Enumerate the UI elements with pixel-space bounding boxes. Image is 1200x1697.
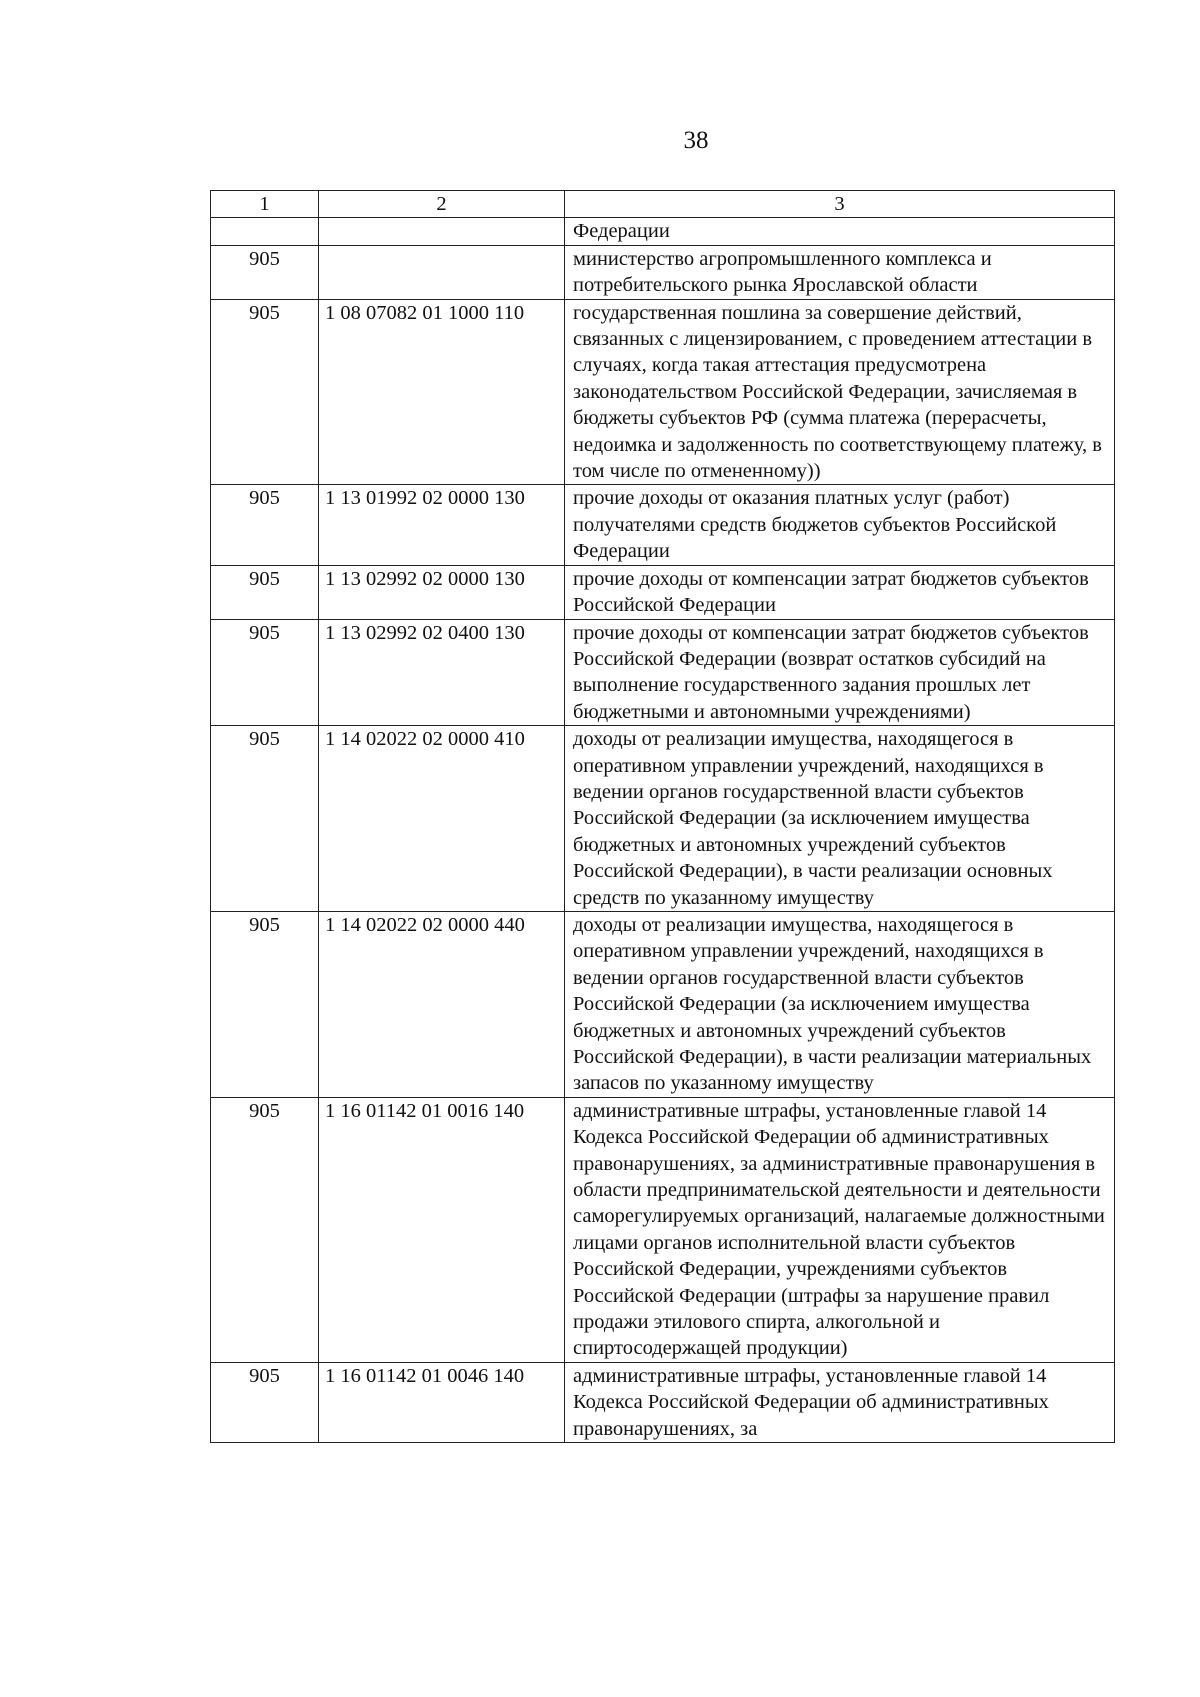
description-cell: административные штрафы, установленные главой 14 Кодекса Российской Федерации об административных правонарушениях, за административные правонарушения в области предпринимательской деятельности и деятельности саморегулируемых организаций, налагаемые должностными лицами органов исполнительной власти субъектов Российской Федерации, учреждениями субъектов Российской Федерации (штрафы за нарушение правил продажи этилового спирта, алкогольной и спиртосодержащей продукции) (565, 1097, 1115, 1362)
admin-code-cell: 905 (211, 911, 319, 1097)
description-cell: административные штрафы, установленные главой 14 Кодекса Российской Федерации об административных правонарушениях, за (565, 1362, 1115, 1442)
admin-code-cell: 905 (211, 245, 319, 299)
budget-code-cell: 1 16 01142 01 0046 140 (319, 1362, 565, 1442)
budget-revenue-table (210, 190, 1115, 1443)
budget-code-cell: 1 13 02992 02 0000 130 (319, 565, 565, 619)
table-row (211, 1097, 1115, 1362)
admin-code-cell (211, 218, 319, 245)
table-row (211, 619, 1115, 726)
table-row (211, 911, 1115, 1097)
description-cell: доходы от реализации имущества, находящегося в оперативном управлении учреждений, находящихся в ведении органов государственной власти субъектов Российской Федерации (за исключением имущества бюджетных и автономных учреждений субъектов Российской Федерации), в части реализации материальных запасов по указанному имуществу (565, 911, 1115, 1097)
admin-code-cell: 905 (211, 485, 319, 565)
budget-code-cell: 1 08 07082 01 1000 110 (319, 299, 565, 485)
description-cell: министерство агропромышленного комплекса и потребительского рынка Ярославской области (565, 245, 1115, 299)
admin-code-cell: 905 (211, 1097, 319, 1362)
budget-code-cell (319, 245, 565, 299)
description-cell: прочие доходы от компенсации затрат бюджетов субъектов Российской Федерации (возврат остатков субсидий на выполнение государственного задания прошлых лет бюджетными и автономными учреждениями) (565, 619, 1115, 726)
budget-code-cell: 1 14 02022 02 0000 440 (319, 911, 565, 1097)
budget-code-cell (319, 218, 565, 245)
budget-code-cell: 1 14 02022 02 0000 410 (319, 726, 565, 912)
column-header-3: 3 (565, 191, 1115, 218)
column-header-1: 1 (211, 191, 319, 218)
page-number: 38 (683, 127, 709, 154)
admin-code-cell: 905 (211, 565, 319, 619)
table-row (211, 245, 1115, 299)
table-row (211, 565, 1115, 619)
admin-code-cell: 905 (211, 726, 319, 912)
table-row (211, 218, 1115, 245)
budget-code-cell: 1 13 02992 02 0400 130 (319, 619, 565, 726)
description-cell: Федерации (565, 218, 1115, 245)
table-row (211, 485, 1115, 565)
column-header-2: 2 (319, 191, 565, 218)
budget-code-cell: 1 16 01142 01 0016 140 (319, 1097, 565, 1362)
table-row (211, 1362, 1115, 1442)
table-row (211, 299, 1115, 485)
description-cell: доходы от реализации имущества, находящегося в оперативном управлении учреждений, находящихся в ведении органов государственной власти субъектов Российской Федерации (за исключением имущества бюджетных и автономных учреждений субъектов Российской Федерации), в части реализации основных средств по указанному имуществу (565, 726, 1115, 912)
budget-code-cell: 1 13 01992 02 0000 130 (319, 485, 565, 565)
table-header-row (211, 191, 1115, 218)
admin-code-cell: 905 (211, 299, 319, 485)
description-cell: прочие доходы от компенсации затрат бюджетов субъектов Российской Федерации (565, 565, 1115, 619)
description-cell: прочие доходы от оказания платных услуг (работ) получателями средств бюджетов субъектов Российской Федерации (565, 485, 1115, 565)
admin-code-cell: 905 (211, 1362, 319, 1442)
description-cell: государственная пошлина за совершение действий, связанных с лицензированием, с проведением аттестации в случаях, когда такая аттестация предусмотрена законодательством Российской Федерации, зачисляемая в бюджеты субъектов РФ (сумма платежа (перерасчеты, недоимка и задолженность по соответствующему платежу, в том числе по отмененному)) (565, 299, 1115, 485)
table-row (211, 726, 1115, 912)
admin-code-cell: 905 (211, 619, 319, 726)
